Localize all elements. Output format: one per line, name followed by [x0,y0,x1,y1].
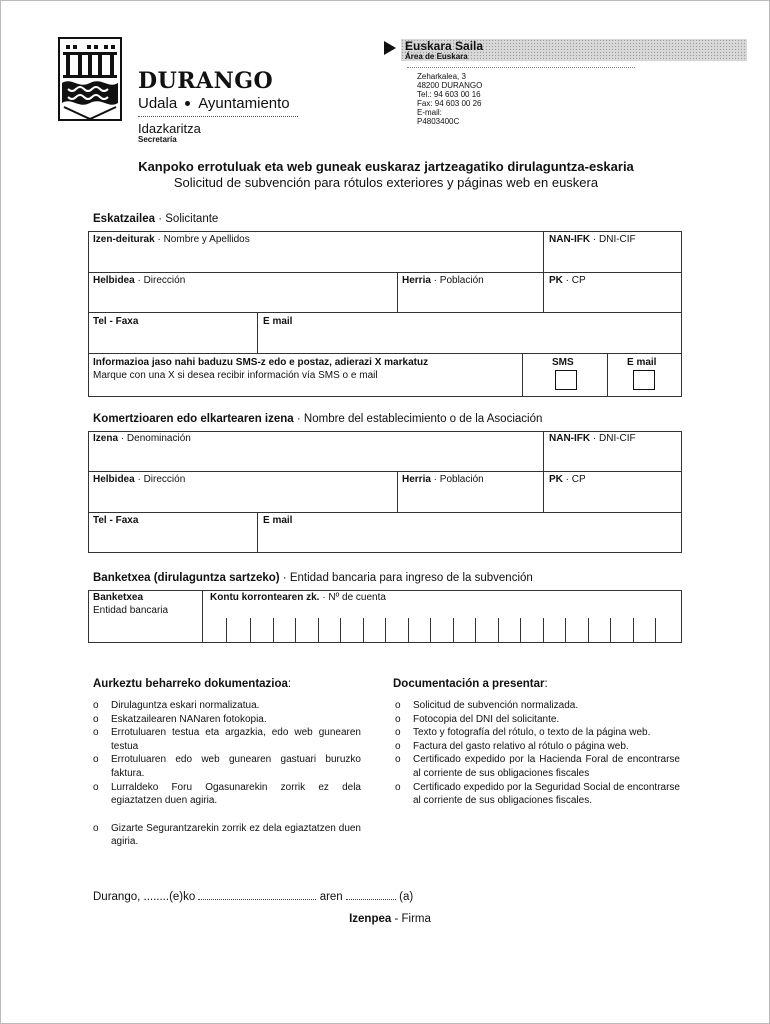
notify-instruction-es: Marque con una X si desea recibir información vía SMS o e mail [93,370,378,381]
col-divider [543,431,544,513]
applicant-name-field[interactable]: Izen-deiturak · Nombre y Apellidos [93,234,250,245]
month-field[interactable] [198,892,316,900]
account-digit-separator [543,618,544,642]
list-item: o Errotuluaren testua eta argazkia, edo web gunearen testua [93,726,361,753]
band-title: Euskara Saila [405,39,484,53]
applicant-id-field[interactable]: NAN-IFK · DNI-CIF [549,234,636,245]
account-digit-separator [475,618,476,642]
applicant-town-field[interactable]: Herria · Población [402,275,484,286]
list-item: o Factura del gasto relativo al rótulo o página web. [395,740,680,754]
account-digit-separator [340,618,341,642]
sms-checkbox[interactable] [555,370,577,390]
col-divider [397,471,398,512]
page-title-es: Solicitud de subvención para rótulos exteriores y páginas web en euskera [173,175,599,190]
department-es: Secretaría [138,135,177,144]
account-digit-separator [565,618,566,642]
list-item: o Certificado expedido por la Seguridad Social de encontrarse al corriente de sus obligaciones fiscales. [395,781,680,808]
durango-coat-of-arms-logo [58,37,122,121]
divider [407,67,635,68]
list-item: o Dirulaguntza eskari normalizatua. [93,699,361,713]
row-divider [88,312,682,313]
account-digit-separator [655,618,656,642]
col-divider [257,512,258,553]
address-line: E-mail: [417,108,442,117]
brand-sub-eu: Udala [138,95,178,112]
business-name-field[interactable]: Izena · Denominación [93,433,191,444]
col-divider [202,590,203,643]
email-option-label: E mail [627,357,657,368]
notify-instruction-eu: Informazioa jaso nahi baduzu SMS-z edo e postaz, adierazi X markatuz [93,357,429,368]
row-divider [88,272,682,273]
arrow-right-icon [384,41,396,55]
account-digit-separator [250,618,251,642]
account-digit-separator [385,618,386,642]
applicant-email-field[interactable]: E mail [263,316,293,327]
applicant-address-field[interactable]: Helbidea · Dirección [93,275,186,286]
list-item: o Errotuluaren edo web gunearen gastuari buruzko faktura. [93,753,361,780]
row-divider [88,471,682,472]
address-line: Tel.: 94 603 00 16 [417,90,481,99]
business-town-field[interactable]: Herria · Población [402,474,484,485]
list-item: o Eskatzailearen NANaren fotokopia. [93,713,361,727]
business-postcode-field[interactable]: PK · CP [549,474,586,485]
address-line: Zeharkalea, 3 [417,72,466,81]
list-item: o Gizarte Segurantzarekin zorrik ez dela egiaztatzen duen agiria. [93,822,361,849]
band-subtitle: Área de Euskara [405,52,468,61]
applicant-heading: Eskatzailea · Solicitante [93,213,219,225]
bank-field[interactable]: Entidad bancaria [93,605,169,616]
col-divider [522,353,523,397]
email-checkbox[interactable] [633,370,655,390]
date-place-line [93,891,413,903]
applicant-tel-field[interactable]: Tel - Faxa [93,316,139,327]
business-tel-field[interactable]: Tel - Faxa [93,515,139,526]
docs-list-eu [93,699,361,849]
account-digit-separator [610,618,611,642]
bank-heading: Banketxea (dirulaguntza sartzeko) · Entidad bancaria para ingreso de la subvención [93,572,533,584]
account-digit-separator [295,618,296,642]
col-divider [543,231,544,313]
docs-heading-es: Documentación a presentar: [393,678,548,690]
address-line: Fax: 94 603 00 26 [417,99,482,108]
business-table [88,431,682,553]
col-divider [607,353,608,397]
account-digit-separator [588,618,589,642]
account-digit-separator [226,618,227,642]
account-digit-separator [633,618,634,642]
day-field[interactable]: ........ [143,891,170,903]
account-digit-separator [453,618,454,642]
col-divider [257,312,258,353]
bullet-dot-icon [185,101,190,106]
year-field[interactable] [346,892,396,900]
account-digit-separator [408,618,409,642]
account-digit-separator [318,618,319,642]
signature-label[interactable]: Izenpea - Firma [349,913,431,925]
row-divider [88,353,682,354]
brand-sub-es: Ayuntamiento [198,95,290,112]
list-item: o Fotocopia del DNI del solicitante. [395,713,680,727]
list-item: o Solicitud de subvención normalizada. [395,699,680,713]
bank-label-eu: Banketxea [93,592,144,603]
account-number-label: Kontu korrontearen zk. · Nº de cuenta [210,592,386,603]
place-label: Durango, [93,891,141,903]
applicant-postcode-field[interactable]: PK · CP [549,275,586,286]
account-digit-separator [520,618,521,642]
divider [138,116,298,117]
row-divider [88,512,682,513]
brand-subtitle [138,95,290,112]
account-digit-separator [273,618,274,642]
business-heading: Komertzioaren edo elkartearen izena · Nombre del establecimiento o de la Asociación [93,413,543,425]
list-item: o Texto y fotografía del rótulo, o texto de la página web. [395,726,680,740]
a-label: (a) [399,891,414,903]
contact-address [417,72,482,126]
department-eu: Idazkaritza [138,121,201,136]
address-line: P4803400C [417,117,460,126]
address-line: 48200 DURANGO [417,81,483,90]
docs-list-es [395,699,680,808]
business-email-field[interactable]: E mail [263,515,293,526]
brand-name: DURANGO [138,68,274,94]
business-id-field[interactable]: NAN-IFK · DNI-CIF [549,433,636,444]
docs-heading-eu: Aurkeztu beharreko dokumentazioa: [93,678,292,690]
eko-label: (e)ko [169,891,196,903]
list-item: o Lurraldeko Foru Ogasunarekin zorrik ez dela egiaztatzen duen agiria. [93,781,361,808]
list-item: o Certificado expedido por la Hacienda Foral de encontrarse al corriente de sus obligaciones fiscales [395,753,680,780]
aren-label: aren [319,891,343,903]
sms-label: SMS [552,357,574,368]
account-digit-separator [430,618,431,642]
account-digit-separator [363,618,364,642]
account-digit-separator [498,618,499,642]
page-title-eu: Kanpoko errotuluak eta web guneak euskaraz jartzeagatiko dirulaguntza-eskaria [138,159,634,174]
business-address-field[interactable]: Helbidea · Dirección [93,474,186,485]
col-divider [397,272,398,313]
